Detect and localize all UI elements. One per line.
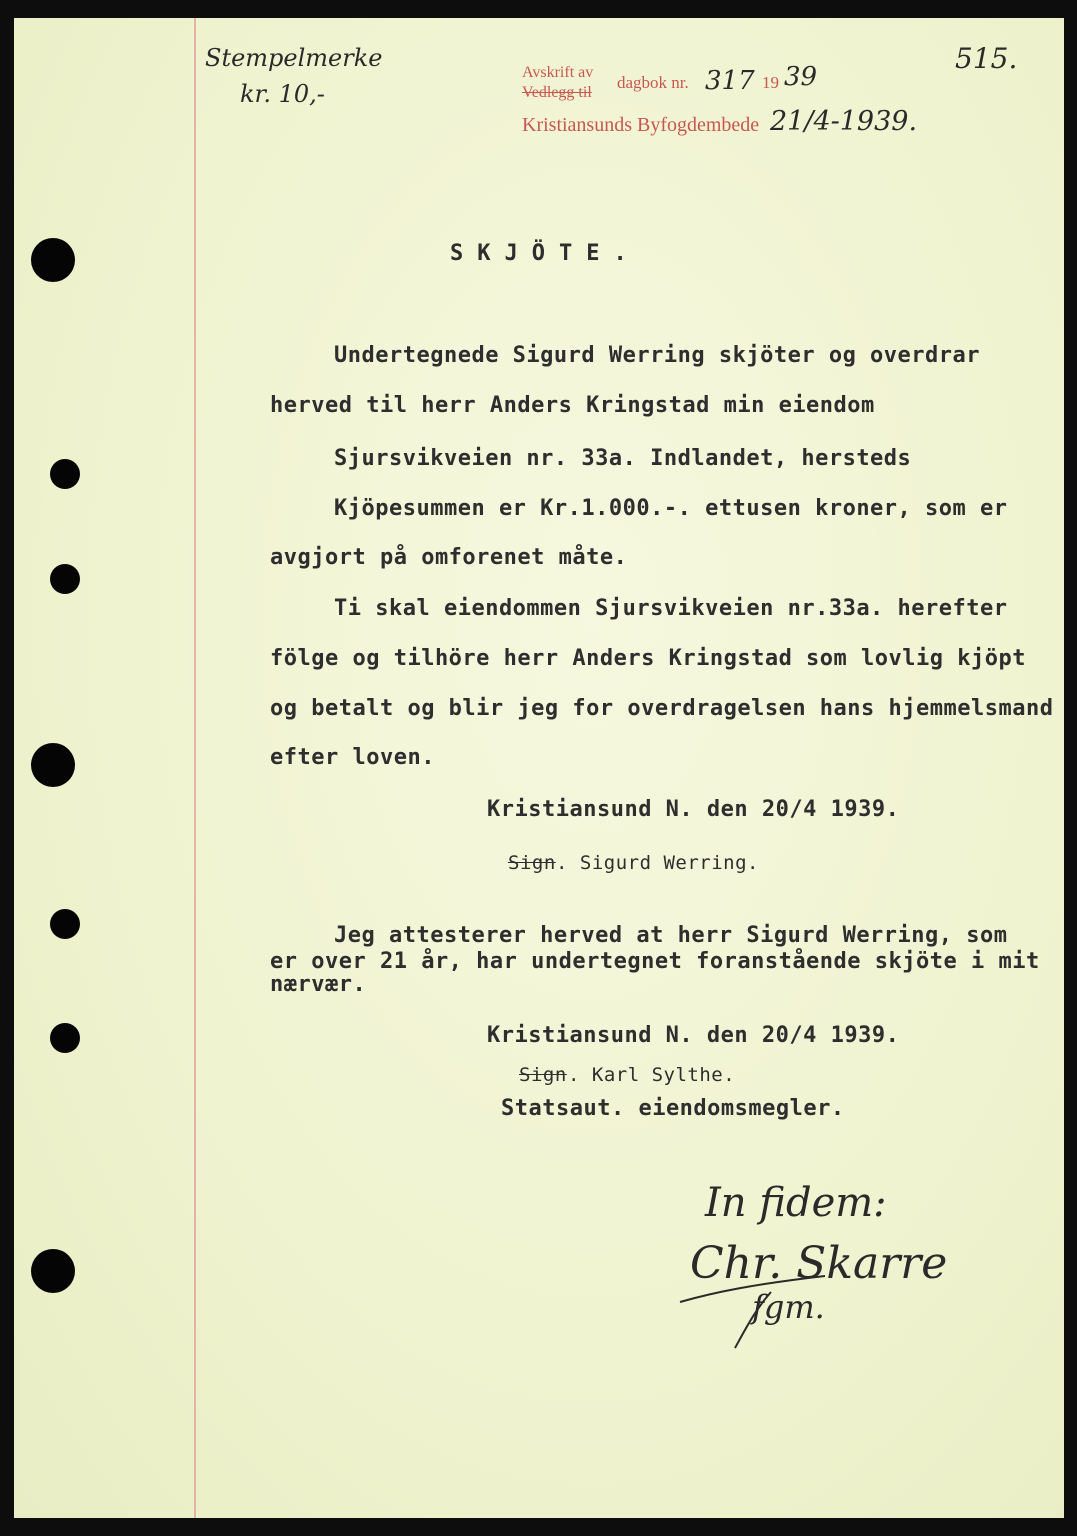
closing-title: fgm.: [752, 1288, 825, 1326]
stamp-year-suffix: 39: [784, 62, 818, 92]
signature-1-prefix: Sign: [508, 852, 556, 874]
fee-note-line1: Stempelmerke: [205, 44, 383, 72]
stamp-office: Kristiansunds Byfogdembede: [522, 114, 760, 136]
body-line-2: herved til herr Anders Kringstad min eiendom: [270, 393, 875, 418]
signature-flourish: [675, 1270, 835, 1360]
body-line-6: Ti skal eiendommen Sjursvikveien nr.33a. herefter: [334, 596, 1008, 621]
punch-hole: [31, 743, 75, 787]
stamp-dagbok-number: 317: [705, 66, 755, 96]
signature-2-name: . Karl Sylthe.: [568, 1064, 736, 1086]
red-margin-line: [194, 18, 196, 1518]
document-title: SKJÖTE.: [450, 241, 641, 266]
body-line-4: Kjöpesummen er Kr.1.000.-. ettusen kroner, som er: [334, 496, 1008, 521]
punch-hole: [50, 459, 80, 489]
body-line-5: avgjort på omforenet måte.: [270, 545, 628, 570]
signature-2-prefix: Sign: [519, 1064, 567, 1086]
punch-hole: [31, 1249, 75, 1293]
stamp-vedlegg: Vedlegg til: [522, 84, 592, 101]
closing-signature: Chr. Skarre: [690, 1238, 948, 1289]
stamp-dagbok: dagbok nr.: [617, 73, 689, 92]
body-line-3: Sjursvikveien nr. 33a. Indlandet, hersteds: [334, 446, 912, 471]
stamp-year-prefix: 19: [762, 73, 779, 92]
punch-hole: [50, 1023, 80, 1053]
punch-hole: [31, 238, 75, 282]
page-number: 515.: [955, 42, 1018, 75]
body-line-9: efter loven.: [270, 745, 435, 770]
place-date-2: Kristiansund N. den 20/4 1939.: [487, 1023, 900, 1048]
signature-2-title: Statsaut. eiendomsmegler.: [501, 1096, 845, 1121]
attest-line-2: er over 21 år, har undertegnet foranstående skjöte i mit: [270, 949, 1040, 974]
signature-1-name: . Sigurd Werring.: [556, 852, 759, 874]
closing-in-fidem: In fidem:: [705, 1180, 887, 1226]
punch-hole: [50, 564, 80, 594]
attest-line-1: Jeg attesterer herved at herr Sigurd Werring, som: [334, 923, 1008, 948]
attest-line-3: nærvær.: [270, 972, 367, 997]
stamp-date: 21/4-1939.: [770, 106, 918, 137]
body-line-7: fölge og tilhöre herr Anders Kringstad som lovlig kjöpt: [270, 646, 1026, 671]
body-line-1: Undertegnede Sigurd Werring skjöter og overdrar: [334, 343, 981, 368]
fee-note-line2: kr. 10,-: [240, 80, 325, 108]
place-date-1: Kristiansund N. den 20/4 1939.: [487, 797, 900, 822]
stamp-avskrift: Avskrift av: [522, 64, 594, 81]
punch-hole: [50, 909, 80, 939]
body-line-8: og betalt og blir jeg for overdragelsen hans hjemmelsmand: [270, 696, 1054, 721]
